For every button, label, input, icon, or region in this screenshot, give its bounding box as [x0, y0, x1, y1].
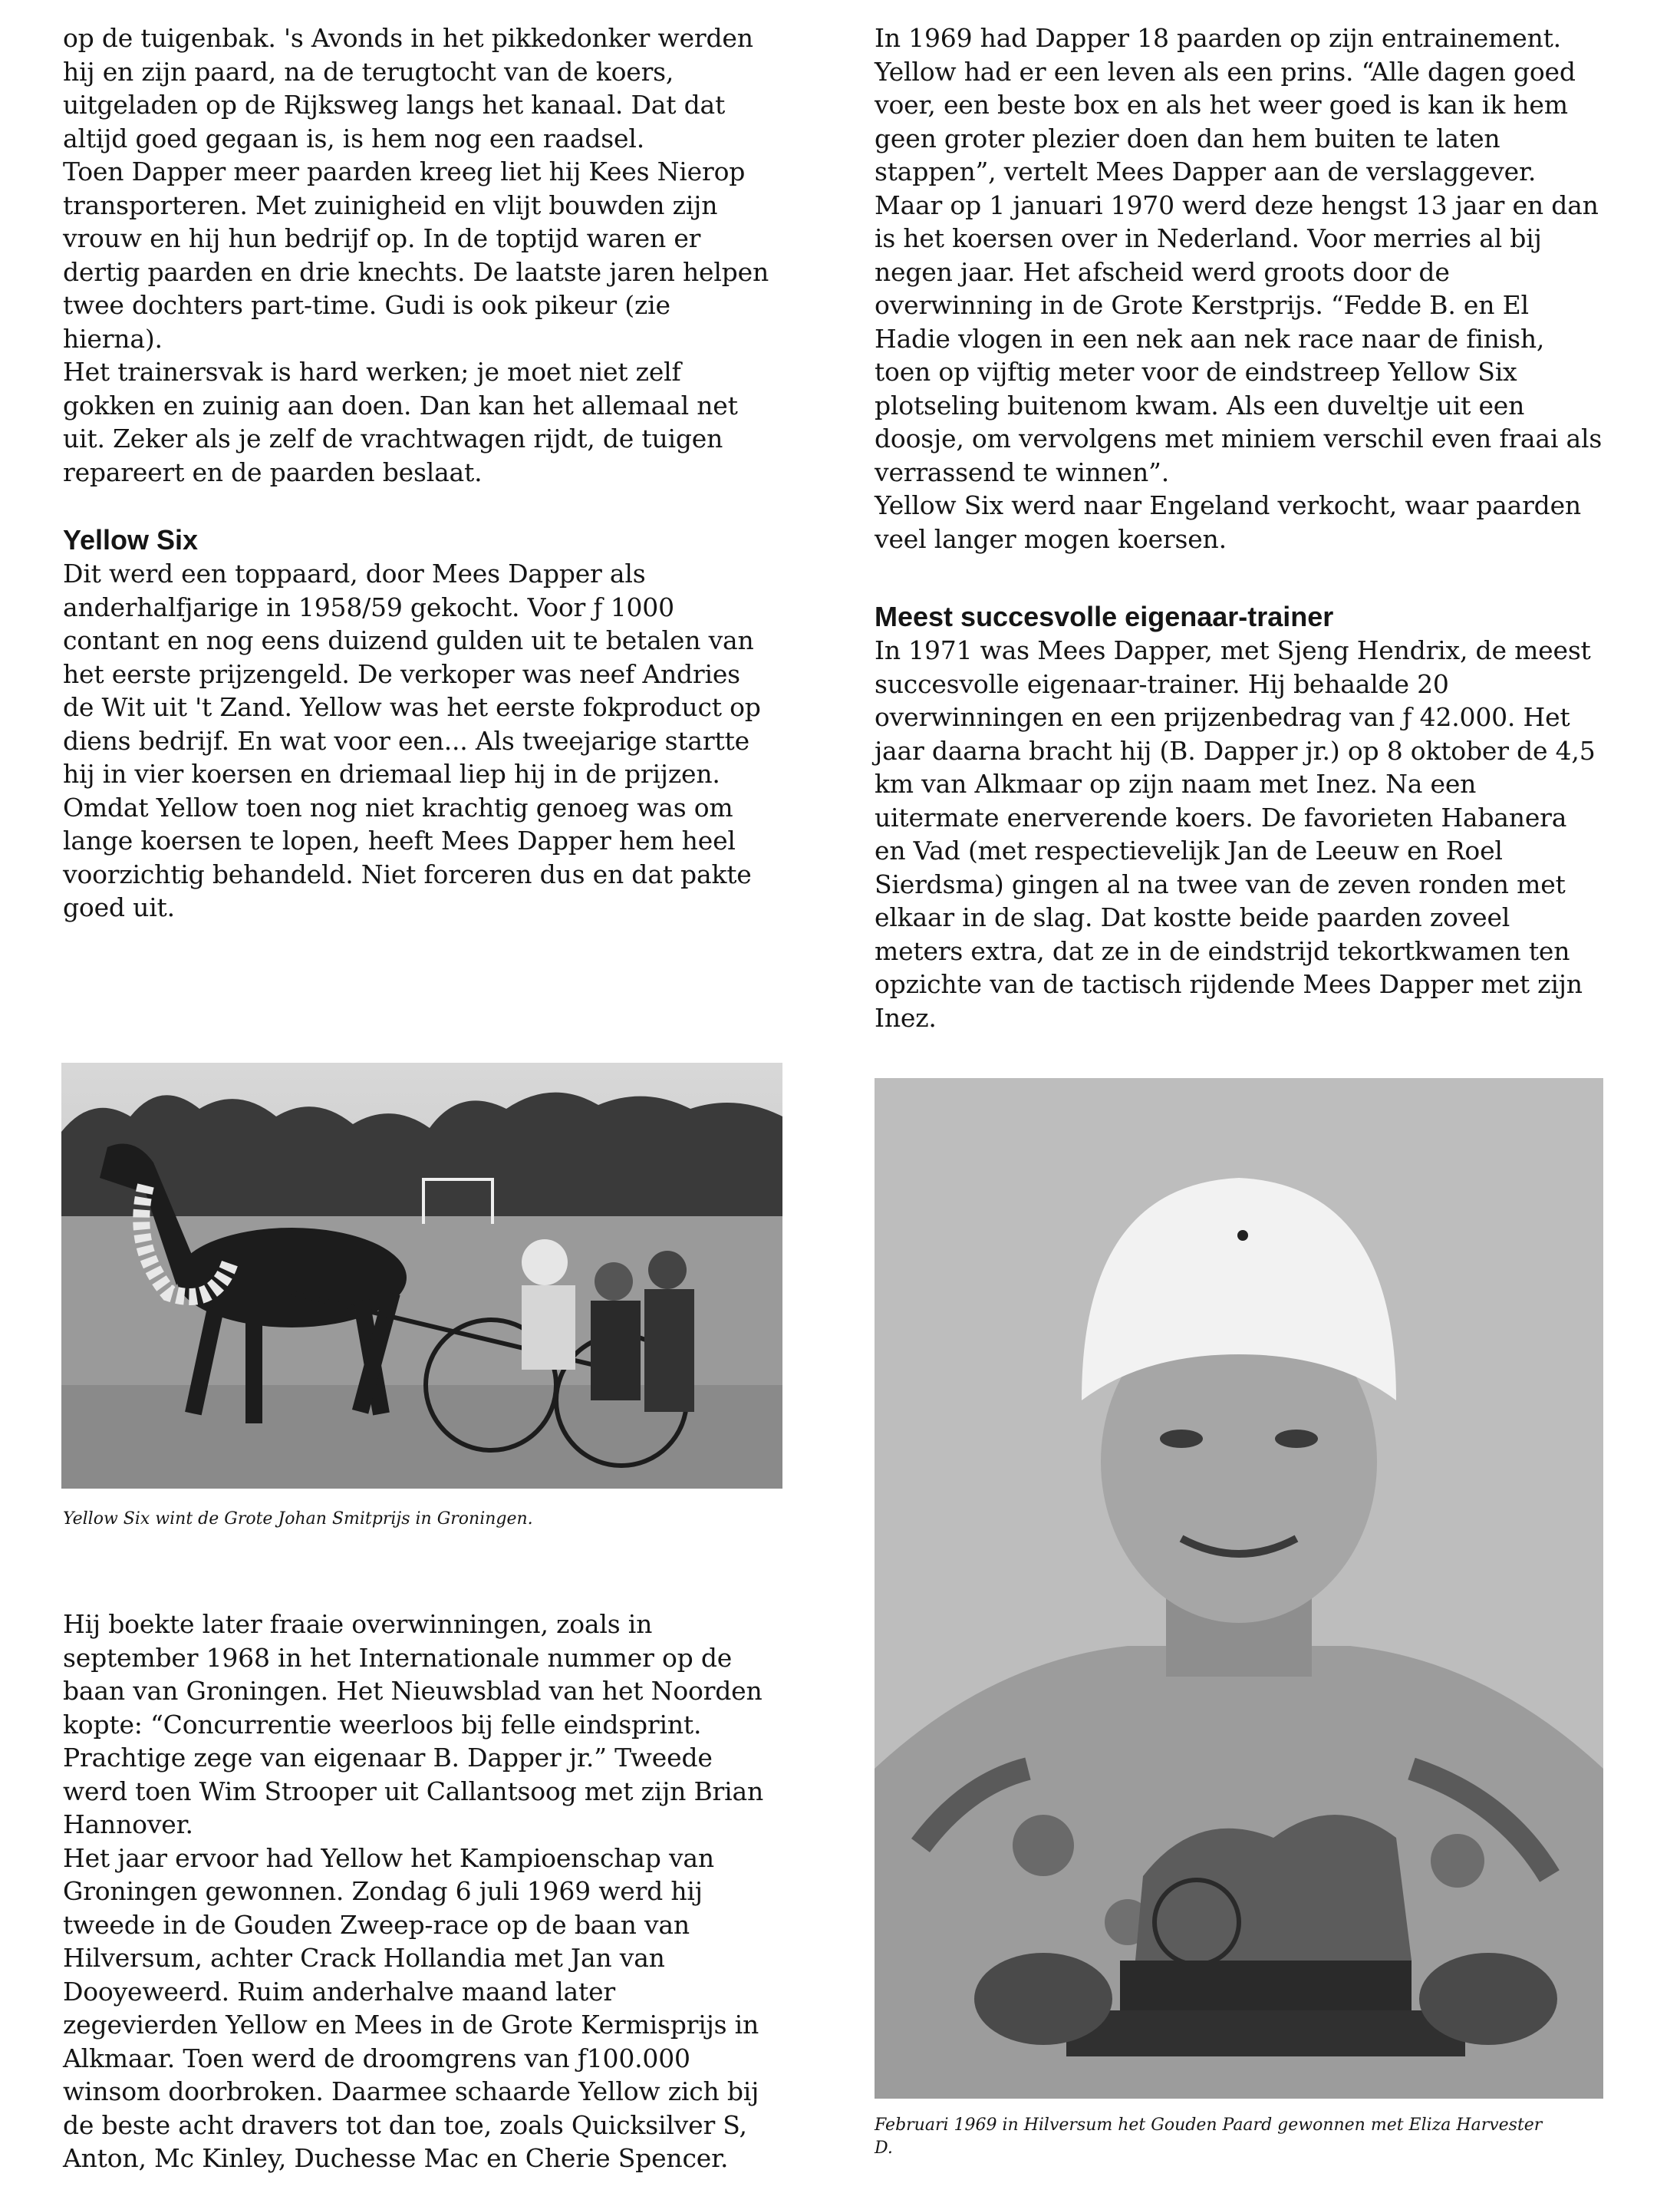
right-intro	[875, 21, 1603, 556]
caption: Februari 1969 in Hilversum het Gouden Paard gewonnen met Eliza Harvester D.	[875, 2116, 1543, 2158]
horse-race-photo	[61, 1063, 782, 1489]
left-later	[63, 1608, 776, 2175]
section-heading: Yellow Six	[63, 524, 199, 556]
paragraph: Hij boekte later fraaie overwinningen, zoals in september 1968 in het Internationale nummer op de baan van Groningen. Het Nieuwsblad van het Noorden kopte: “Concurrentie weerloos bij felle eindsprint. Prachtige zege van eigenaar B. Dapper jr.” Tweede werd toen Wim Strooper uit Callantsoog met zijn Brian Hannover.	[63, 1609, 763, 1839]
yellow-six-section	[63, 523, 776, 925]
paragraph: Dit werd een toppaard, door Mees Dapper als anderhalfjarige in 1958/59 gekocht. Voor ƒ 1000 contant en nog eens duizend gulden uit te betalen van het eerste prijzengeld. De verkoper was neef Andries de Wit uit 't Zand. Yellow was het eerste fokproduct op diens bedrijf. En wat voor een... Als tweejarige startte hij in vier koersen en driemaal liep hij in de prijzen. Omdat Yellow toen nog niet krachtig genoeg was om lange koersen te lopen, heeft Mees Dapper hem heel voorzichtig behandeld. Niet forceren dus en dat pakte goed uit.	[63, 559, 761, 922]
section-heading: Meest succesvolle eigenaar-trainer	[875, 601, 1334, 632]
portrait-photo-caption	[875, 2114, 1565, 2160]
paragraph: Het jaar ervoor had Yellow het Kampioenschap van Groningen gewonnen. Zondag 6 juli 1969 werd hij tweede in de Gouden Zweep-race op de baan van Hilversum, achter Crack Hollandia met Jan van Dooyeweerd. Ruim anderhalve maand later zegevierden Yellow en Mees in de Grote Kermisprijs in Alkmaar. Toen werd de droomgrens van ƒ100.000 winsom doorbroken. Daarmee schaarde Yellow zich bij de beste acht dravers tot dan toe, zoals Quicksilver S, Anton, Mc Kinley, Duchesse Mac en Cherie Spencer.	[63, 1842, 759, 2173]
paragraph: In 1971 was Mees Dapper, met Sjeng Hendrix, de meest succesvolle eigenaar-trainer. Hij behaalde 20 overwinningen en een prijzenbedrag van ƒ 42.000. Het jaar daarna bracht hij (B. Dapper jr.) op 8 oktober de 4,5 km van Alkmaar op zijn naam met Inez. Na een uitermate enerverende koers. De favorieten Habanera en Vad (met respectievelijk Jan de Leeuw en Roel Sierdsma) gingen al na twee van de zeven ronden met elkaar in de slag. Dat kostte beide paarden zoveel meters extra, dat ze in de eindstrijd tekortkwamen ten opzichte van de tactisch rijdende Mees Dapper met zijn Inez.	[875, 635, 1596, 1033]
paragraph: Yellow Six werd naar Engeland verkocht, waar paarden veel langer mogen koersen.	[875, 490, 1581, 554]
horse-photo-caption	[63, 1508, 776, 1531]
left-intro	[63, 21, 776, 489]
paragraph: Toen Dapper meer paarden kreeg liet hij Kees Nierop transporteren. Met zuinigheid en vlijt bouwden zijn vrouw en hij hun bedrijf op. In de toptijd waren er dertig paarden en drie knechts. De laatste jaren helpen twee dochters part-time. Gudi is ook pikeur (zie hierna).	[63, 157, 769, 354]
paragraph: Het trainersvak is hard werken; je moet niet zelf gokken en zuinig aan doen. Dan kan het allemaal net uit. Zeker als je zelf de vrachtwagen rijdt, de tuigen repareert en de paarden beslaat.	[63, 357, 738, 487]
paragraph: In 1969 had Dapper 18 paarden op zijn entrainement. Yellow had er een leven als een prins. “Alle dagen goed voer, een beste box en als het weer goed is kan ik hem geen groter plezier doen dan hem buiten te laten stappen”, vertelt Mees Dapper aan de verslaggever. Maar op 1 januari 1970 werd deze hengst 13 jaar en dan is het koersen over in Nederland. Voor merries al bij negen jaar. Het afscheid werd groots door de overwinning in de Grote Kerstprijs. “Fedde B. en El Hadie vlogen in een nek aan nek race naar de finish, toen op vijftig meter voor de eindstreep Yellow Six plotseling buitenom kwam. Als een duveltje uit een doosje, om vervolgens met miniem verschil even fraai als verrassend te winnen”.	[875, 23, 1603, 487]
paragraph: op de tuigenbak. 's Avonds in het pikkedonker werden hij en zijn paard, na de terugtocht van de koers, uitgeladen op de Rijksweg langs het kanaal. Dat dat altijd goed gegaan is, is hem nog een raadsel.	[63, 23, 753, 153]
trainer-section	[875, 600, 1603, 1034]
jockey-portrait-photo	[875, 1078, 1603, 2099]
caption: Yellow Six wint de Grote Johan Smitprijs in Groningen.	[63, 1509, 533, 1529]
